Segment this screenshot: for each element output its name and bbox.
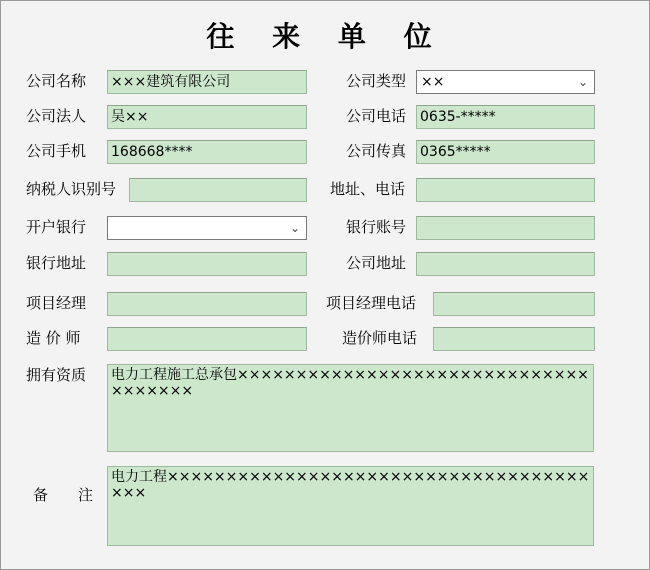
- company-phone-label: 公司电话: [346, 107, 407, 125]
- chevron-down-icon[interactable]: ⌄: [577, 75, 588, 89]
- company-phone-field[interactable]: 0635-*****: [416, 105, 595, 129]
- bank-address-field[interactable]: [107, 252, 307, 276]
- company-fax-label: 公司传真: [346, 142, 407, 160]
- taxpayer-id-label: 纳税人识别号: [26, 180, 117, 198]
- company-mobile-label: 公司手机: [26, 142, 87, 160]
- company-type-select[interactable]: [416, 70, 595, 94]
- qualification-label: 拥有资质: [26, 366, 87, 384]
- company-name-field[interactable]: ×××建筑有限公司: [107, 70, 307, 94]
- company-type-value: ××: [421, 74, 445, 90]
- page-title: 往 来 单 位: [206, 20, 446, 53]
- legal-person-label: 公司法人: [26, 107, 87, 125]
- bank-account-field[interactable]: [416, 216, 595, 240]
- address-phone-field[interactable]: [416, 178, 595, 202]
- bank-address-label: 银行地址: [26, 254, 87, 272]
- company-type-label: 公司类型: [346, 72, 407, 90]
- company-fax-field[interactable]: 0365*****: [416, 140, 595, 164]
- bank-select[interactable]: [107, 216, 307, 240]
- bank-account-label: 银行账号: [346, 218, 407, 236]
- company-address-label: 公司地址: [346, 254, 407, 272]
- chevron-down-icon[interactable]: ⌄: [289, 221, 300, 235]
- qualification-textarea[interactable]: 电力工程施工总承包×××××××××××××××××××××××××××××××××××××: [107, 364, 594, 452]
- cost-engineer-label: 造 价 师: [26, 329, 81, 347]
- cost-engineer-field[interactable]: [107, 327, 307, 351]
- project-manager-phone-field[interactable]: [433, 292, 595, 316]
- company-mobile-field[interactable]: 168668****: [107, 140, 307, 164]
- legal-person-field[interactable]: 吴××: [107, 105, 307, 129]
- project-manager-phone-label: 项目经理电话: [326, 294, 417, 312]
- address-phone-label: 地址、电话: [330, 180, 406, 198]
- project-manager-label: 项目经理: [26, 294, 87, 312]
- company-name-label: 公司名称: [26, 72, 87, 90]
- company-address-field[interactable]: [416, 252, 595, 276]
- taxpayer-id-field[interactable]: [129, 178, 307, 202]
- project-manager-field[interactable]: [107, 292, 307, 316]
- cost-engineer-phone-label: 造价师电话: [342, 329, 418, 347]
- remarks-textarea[interactable]: 电力工程×××××××××××××××××××××××××××××××××××××××: [107, 466, 594, 546]
- remarks-label: 备 注: [33, 486, 94, 504]
- cost-engineer-phone-field[interactable]: [433, 327, 595, 351]
- bank-label: 开户银行: [26, 218, 87, 236]
